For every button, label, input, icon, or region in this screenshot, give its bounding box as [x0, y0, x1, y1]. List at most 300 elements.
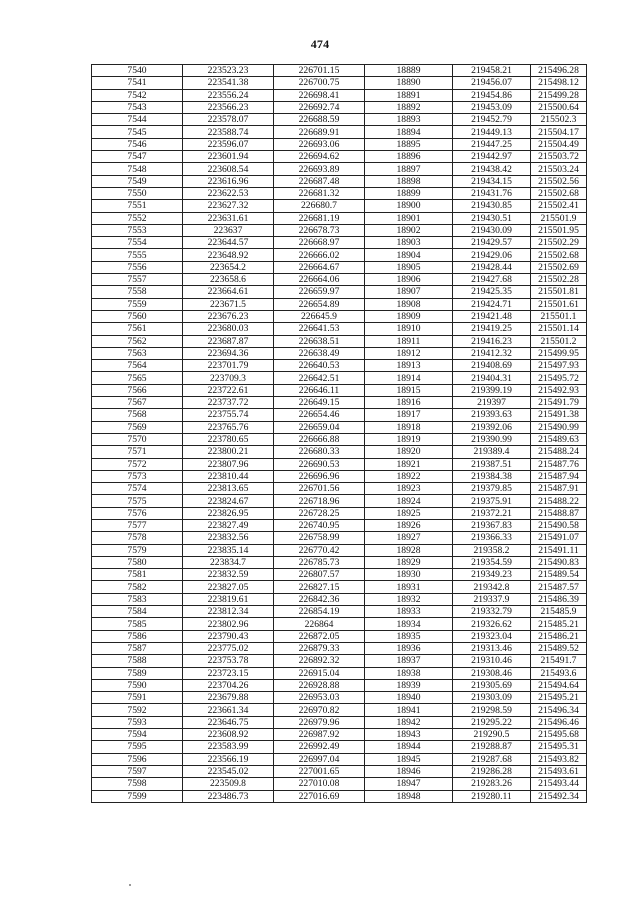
x-coordinate-a-cell: 223588.74	[183, 126, 274, 138]
point-number-b-cell: 18928	[365, 544, 453, 556]
point-number-a-cell: 7582	[92, 581, 183, 593]
x-coordinate-b-cell: 219280.11	[453, 790, 531, 802]
x-coordinate-b-cell: 219288.87	[453, 741, 531, 753]
x-coordinate-b-cell: 219290.5	[453, 729, 531, 741]
y-coordinate-a-cell: 226740.95	[274, 519, 365, 531]
point-number-b-cell: 18907	[365, 286, 453, 298]
x-coordinate-a-cell: 223737.72	[183, 397, 274, 409]
point-number-b-cell: 18920	[365, 446, 453, 458]
table-row	[92, 261, 587, 273]
point-number-a-cell: 7578	[92, 532, 183, 544]
x-coordinate-a-cell: 223807.96	[183, 458, 274, 470]
point-number-b-cell: 18930	[365, 569, 453, 581]
y-coordinate-b-cell: 215494.64	[531, 679, 587, 691]
y-coordinate-a-cell: 226872.05	[274, 630, 365, 642]
x-coordinate-a-cell: 223687.87	[183, 335, 274, 347]
y-coordinate-b-cell: 215493.82	[531, 753, 587, 765]
y-coordinate-b-cell: 215495.31	[531, 741, 587, 753]
x-coordinate-b-cell: 219372.21	[453, 507, 531, 519]
x-coordinate-a-cell: 223676.23	[183, 310, 274, 322]
y-coordinate-b-cell: 215502.68	[531, 249, 587, 261]
point-number-a-cell: 7564	[92, 360, 183, 372]
table-row	[92, 556, 587, 568]
table-row	[92, 606, 587, 618]
y-coordinate-b-cell: 215502.41	[531, 200, 587, 212]
x-coordinate-b-cell: 219295.22	[453, 716, 531, 728]
y-coordinate-a-cell: 226689.91	[274, 126, 365, 138]
point-number-a-cell: 7588	[92, 655, 183, 667]
table-row	[92, 200, 587, 212]
point-number-a-cell: 7573	[92, 470, 183, 482]
table-row	[92, 778, 587, 790]
x-coordinate-a-cell: 223622.53	[183, 187, 274, 199]
y-coordinate-b-cell: 215502.68	[531, 187, 587, 199]
x-coordinate-a-cell: 223832.56	[183, 532, 274, 544]
point-number-a-cell: 7580	[92, 556, 183, 568]
point-number-b-cell: 18915	[365, 384, 453, 396]
y-coordinate-a-cell: 227010.08	[274, 778, 365, 790]
x-coordinate-a-cell: 223608.92	[183, 729, 274, 741]
x-coordinate-a-cell: 223824.67	[183, 495, 274, 507]
x-coordinate-b-cell: 219287.68	[453, 753, 531, 765]
point-number-a-cell: 7548	[92, 163, 183, 175]
x-coordinate-b-cell: 219399.19	[453, 384, 531, 396]
y-coordinate-b-cell: 215491.7	[531, 655, 587, 667]
page-number: 474	[310, 37, 330, 51]
point-number-b-cell: 18916	[365, 397, 453, 409]
point-number-a-cell: 7567	[92, 397, 183, 409]
point-number-b-cell: 18931	[365, 581, 453, 593]
point-number-b-cell: 18899	[365, 187, 453, 199]
x-coordinate-b-cell: 219332.79	[453, 606, 531, 618]
point-number-a-cell: 7545	[92, 126, 183, 138]
x-coordinate-a-cell: 223827.05	[183, 581, 274, 593]
y-coordinate-a-cell: 226692.74	[274, 101, 365, 113]
x-coordinate-a-cell: 223654.2	[183, 261, 274, 273]
point-number-b-cell: 18891	[365, 89, 453, 101]
x-coordinate-a-cell: 223616.96	[183, 175, 274, 187]
x-coordinate-a-cell: 223790.43	[183, 630, 274, 642]
point-number-a-cell: 7542	[92, 89, 183, 101]
table-row	[92, 298, 587, 310]
table-row	[92, 667, 587, 679]
table-row	[92, 692, 587, 704]
y-coordinate-a-cell: 226827.15	[274, 581, 365, 593]
y-coordinate-b-cell: 215492.34	[531, 790, 587, 802]
point-number-b-cell: 18912	[365, 347, 453, 359]
y-coordinate-a-cell: 226641.53	[274, 323, 365, 335]
y-coordinate-b-cell: 215491.38	[531, 409, 587, 421]
x-coordinate-b-cell: 219303.09	[453, 692, 531, 704]
y-coordinate-a-cell: 226638.49	[274, 347, 365, 359]
point-number-a-cell: 7549	[92, 175, 183, 187]
y-coordinate-b-cell: 215501.2	[531, 335, 587, 347]
table-row	[92, 458, 587, 470]
y-coordinate-b-cell: 215485.9	[531, 606, 587, 618]
point-number-a-cell: 7568	[92, 409, 183, 421]
table-row	[92, 163, 587, 175]
y-coordinate-a-cell: 226892.32	[274, 655, 365, 667]
y-coordinate-a-cell: 226693.89	[274, 163, 365, 175]
table-row	[92, 65, 587, 77]
x-coordinate-a-cell: 223701.79	[183, 360, 274, 372]
point-number-b-cell: 18900	[365, 200, 453, 212]
x-coordinate-a-cell: 223680.03	[183, 323, 274, 335]
point-number-b-cell: 18894	[365, 126, 453, 138]
x-coordinate-b-cell: 219452.79	[453, 114, 531, 126]
x-coordinate-b-cell: 219430.85	[453, 200, 531, 212]
y-coordinate-a-cell: 226953.03	[274, 692, 365, 704]
y-coordinate-a-cell: 226659.04	[274, 421, 365, 433]
x-coordinate-b-cell: 219404.31	[453, 372, 531, 384]
point-number-b-cell: 18942	[365, 716, 453, 728]
y-coordinate-b-cell: 215488.24	[531, 446, 587, 458]
point-number-b-cell: 18897	[365, 163, 453, 175]
x-coordinate-a-cell: 223827.49	[183, 519, 274, 531]
x-coordinate-b-cell: 219298.59	[453, 704, 531, 716]
x-coordinate-a-cell: 223583.99	[183, 741, 274, 753]
y-coordinate-b-cell: 215493.6	[531, 667, 587, 679]
x-coordinate-a-cell: 223658.6	[183, 274, 274, 286]
y-coordinate-a-cell: 226638.51	[274, 335, 365, 347]
table-row	[92, 212, 587, 224]
y-coordinate-b-cell: 215488.22	[531, 495, 587, 507]
point-number-a-cell: 7579	[92, 544, 183, 556]
y-coordinate-b-cell: 215485.21	[531, 618, 587, 630]
point-number-a-cell: 7554	[92, 237, 183, 249]
point-number-b-cell: 18903	[365, 237, 453, 249]
table-row	[92, 138, 587, 150]
point-number-a-cell: 7558	[92, 286, 183, 298]
y-coordinate-a-cell: 226680.7	[274, 200, 365, 212]
y-coordinate-a-cell: 226640.53	[274, 360, 365, 372]
point-number-a-cell: 7559	[92, 298, 183, 310]
x-coordinate-b-cell: 219424.71	[453, 298, 531, 310]
point-number-b-cell: 18929	[365, 556, 453, 568]
point-number-b-cell: 18934	[365, 618, 453, 630]
point-number-a-cell: 7597	[92, 765, 183, 777]
point-number-b-cell: 18938	[365, 667, 453, 679]
y-coordinate-a-cell: 226680.33	[274, 446, 365, 458]
point-number-a-cell: 7566	[92, 384, 183, 396]
y-coordinate-a-cell: 226979.96	[274, 716, 365, 728]
point-number-b-cell: 18902	[365, 224, 453, 236]
y-coordinate-b-cell: 215493.61	[531, 765, 587, 777]
table-row	[92, 249, 587, 261]
point-number-a-cell: 7561	[92, 323, 183, 335]
y-coordinate-b-cell: 215493.44	[531, 778, 587, 790]
point-number-a-cell: 7584	[92, 606, 183, 618]
point-number-b-cell: 18921	[365, 458, 453, 470]
y-coordinate-b-cell: 215489.63	[531, 433, 587, 445]
table-row	[92, 470, 587, 482]
x-coordinate-a-cell: 223523.23	[183, 65, 274, 77]
x-coordinate-a-cell: 223832.59	[183, 569, 274, 581]
point-number-b-cell: 18892	[365, 101, 453, 113]
point-number-b-cell: 18893	[365, 114, 453, 126]
y-coordinate-b-cell: 215487.57	[531, 581, 587, 593]
x-coordinate-b-cell: 219442.97	[453, 151, 531, 163]
y-coordinate-a-cell: 226879.33	[274, 642, 365, 654]
point-number-a-cell: 7596	[92, 753, 183, 765]
y-coordinate-b-cell: 215499.28	[531, 89, 587, 101]
y-coordinate-b-cell: 215486.39	[531, 593, 587, 605]
x-coordinate-b-cell: 219430.09	[453, 224, 531, 236]
x-coordinate-b-cell: 219387.51	[453, 458, 531, 470]
x-coordinate-a-cell: 223627.32	[183, 200, 274, 212]
x-coordinate-a-cell: 223679.88	[183, 692, 274, 704]
point-number-a-cell: 7581	[92, 569, 183, 581]
point-number-b-cell: 18924	[365, 495, 453, 507]
coordinates-table-body	[92, 65, 587, 803]
x-coordinate-a-cell: 223671.5	[183, 298, 274, 310]
table-row	[92, 630, 587, 642]
point-number-b-cell: 18898	[365, 175, 453, 187]
y-coordinate-b-cell: 215501.1	[531, 310, 587, 322]
table-row	[92, 433, 587, 445]
y-coordinate-b-cell: 215502.29	[531, 237, 587, 249]
point-number-b-cell: 18906	[365, 274, 453, 286]
point-number-b-cell: 18908	[365, 298, 453, 310]
y-coordinate-a-cell: 226681.19	[274, 212, 365, 224]
x-coordinate-a-cell: 223704.26	[183, 679, 274, 691]
y-coordinate-b-cell: 215492.93	[531, 384, 587, 396]
point-number-b-cell: 18946	[365, 765, 453, 777]
y-coordinate-a-cell: 226728.25	[274, 507, 365, 519]
y-coordinate-b-cell: 215496.34	[531, 704, 587, 716]
y-coordinate-a-cell: 226690.53	[274, 458, 365, 470]
x-coordinate-a-cell: 223800.21	[183, 446, 274, 458]
x-coordinate-a-cell: 223631.61	[183, 212, 274, 224]
y-coordinate-a-cell: 226992.49	[274, 741, 365, 753]
y-coordinate-b-cell: 215498.12	[531, 77, 587, 89]
y-coordinate-b-cell: 215491.79	[531, 397, 587, 409]
y-coordinate-a-cell: 226785.73	[274, 556, 365, 568]
x-coordinate-a-cell: 223826.95	[183, 507, 274, 519]
y-coordinate-b-cell: 215489.54	[531, 569, 587, 581]
point-number-b-cell: 18905	[365, 261, 453, 273]
y-coordinate-a-cell: 226666.88	[274, 433, 365, 445]
table-row	[92, 581, 587, 593]
point-number-a-cell: 7598	[92, 778, 183, 790]
table-row	[92, 593, 587, 605]
y-coordinate-b-cell: 215503.72	[531, 151, 587, 163]
point-number-b-cell: 18904	[365, 249, 453, 261]
x-coordinate-b-cell: 219458.21	[453, 65, 531, 77]
y-coordinate-a-cell: 226701.56	[274, 483, 365, 495]
table-row	[92, 507, 587, 519]
x-coordinate-a-cell: 223596.07	[183, 138, 274, 150]
y-coordinate-a-cell: 226770.42	[274, 544, 365, 556]
y-coordinate-a-cell: 226915.04	[274, 667, 365, 679]
y-coordinate-a-cell: 226758.99	[274, 532, 365, 544]
point-number-b-cell: 18919	[365, 433, 453, 445]
point-number-a-cell: 7552	[92, 212, 183, 224]
x-coordinate-a-cell: 223810.44	[183, 470, 274, 482]
point-number-a-cell: 7562	[92, 335, 183, 347]
point-number-a-cell: 7546	[92, 138, 183, 150]
x-coordinate-a-cell: 223541.38	[183, 77, 274, 89]
x-coordinate-b-cell: 219454.86	[453, 89, 531, 101]
point-number-a-cell: 7540	[92, 65, 183, 77]
table-row	[92, 483, 587, 495]
x-coordinate-b-cell: 219367.83	[453, 519, 531, 531]
y-coordinate-a-cell: 226807.57	[274, 569, 365, 581]
x-coordinate-a-cell: 223608.54	[183, 163, 274, 175]
y-coordinate-b-cell: 215497.93	[531, 360, 587, 372]
point-number-a-cell: 7591	[92, 692, 183, 704]
y-coordinate-a-cell: 226693.06	[274, 138, 365, 150]
y-coordinate-a-cell: 226696.96	[274, 470, 365, 482]
x-coordinate-b-cell: 219286.28	[453, 765, 531, 777]
x-coordinate-a-cell: 223813.65	[183, 483, 274, 495]
table-row	[92, 421, 587, 433]
y-coordinate-a-cell: 226701.15	[274, 65, 365, 77]
point-number-a-cell: 7575	[92, 495, 183, 507]
x-coordinate-a-cell: 223755.74	[183, 409, 274, 421]
x-coordinate-b-cell: 219384.38	[453, 470, 531, 482]
y-coordinate-b-cell: 215490.83	[531, 556, 587, 568]
table-row	[92, 360, 587, 372]
y-coordinate-a-cell: 226694.62	[274, 151, 365, 163]
table-row	[92, 151, 587, 163]
y-coordinate-a-cell: 226664.06	[274, 274, 365, 286]
y-coordinate-b-cell: 215495.21	[531, 692, 587, 704]
point-number-a-cell: 7599	[92, 790, 183, 802]
y-coordinate-b-cell: 215491.07	[531, 532, 587, 544]
y-coordinate-b-cell: 215487.91	[531, 483, 587, 495]
x-coordinate-a-cell: 223694.36	[183, 347, 274, 359]
point-number-a-cell: 7550	[92, 187, 183, 199]
x-coordinate-b-cell: 219447.25	[453, 138, 531, 150]
table-row	[92, 569, 587, 581]
point-number-b-cell: 18925	[365, 507, 453, 519]
y-coordinate-b-cell: 215501.14	[531, 323, 587, 335]
point-number-b-cell: 18932	[365, 593, 453, 605]
table-row	[92, 544, 587, 556]
point-number-b-cell: 18944	[365, 741, 453, 753]
point-number-b-cell: 18913	[365, 360, 453, 372]
table-row	[92, 729, 587, 741]
point-number-b-cell: 18914	[365, 372, 453, 384]
x-coordinate-a-cell: 223802.96	[183, 618, 274, 630]
y-coordinate-a-cell: 226666.02	[274, 249, 365, 261]
y-coordinate-a-cell: 226987.92	[274, 729, 365, 741]
point-number-a-cell: 7543	[92, 101, 183, 113]
point-number-a-cell: 7570	[92, 433, 183, 445]
point-number-b-cell: 18889	[365, 65, 453, 77]
x-coordinate-b-cell: 219390.99	[453, 433, 531, 445]
y-coordinate-a-cell: 226688.59	[274, 114, 365, 126]
x-coordinate-b-cell: 219425.35	[453, 286, 531, 298]
point-number-a-cell: 7594	[92, 729, 183, 741]
x-coordinate-a-cell: 223566.19	[183, 753, 274, 765]
table-row	[92, 642, 587, 654]
y-coordinate-a-cell: 226659.97	[274, 286, 365, 298]
point-number-a-cell: 7555	[92, 249, 183, 261]
y-coordinate-a-cell: 226854.19	[274, 606, 365, 618]
x-coordinate-b-cell: 219379.85	[453, 483, 531, 495]
x-coordinate-a-cell: 223753.78	[183, 655, 274, 667]
point-number-a-cell: 7595	[92, 741, 183, 753]
x-coordinate-b-cell: 219310.46	[453, 655, 531, 667]
point-number-b-cell: 18911	[365, 335, 453, 347]
x-coordinate-a-cell: 223566.23	[183, 101, 274, 113]
y-coordinate-b-cell: 215501.9	[531, 212, 587, 224]
point-number-a-cell: 7587	[92, 642, 183, 654]
y-coordinate-a-cell: 226664.67	[274, 261, 365, 273]
y-coordinate-b-cell: 215490.58	[531, 519, 587, 531]
point-number-b-cell: 18896	[365, 151, 453, 163]
point-number-b-cell: 18947	[365, 778, 453, 790]
point-number-b-cell: 18948	[365, 790, 453, 802]
point-number-a-cell: 7592	[92, 704, 183, 716]
y-coordinate-b-cell: 215496.28	[531, 65, 587, 77]
y-coordinate-b-cell: 215499.95	[531, 347, 587, 359]
point-number-a-cell: 7565	[92, 372, 183, 384]
x-coordinate-a-cell: 223775.02	[183, 642, 274, 654]
x-coordinate-b-cell: 219456.07	[453, 77, 531, 89]
y-coordinate-a-cell: 227016.69	[274, 790, 365, 802]
x-coordinate-b-cell: 219428.44	[453, 261, 531, 273]
x-coordinate-a-cell: 223648.92	[183, 249, 274, 261]
point-number-b-cell: 18945	[365, 753, 453, 765]
point-number-a-cell: 7556	[92, 261, 183, 273]
table-row	[92, 89, 587, 101]
table-row	[92, 519, 587, 531]
table-row	[92, 224, 587, 236]
x-coordinate-b-cell: 219389.4	[453, 446, 531, 458]
table-row	[92, 323, 587, 335]
y-coordinate-b-cell: 215487.76	[531, 458, 587, 470]
y-coordinate-a-cell: 226649.15	[274, 397, 365, 409]
x-coordinate-a-cell: 223780.65	[183, 433, 274, 445]
point-number-b-cell: 18917	[365, 409, 453, 421]
x-coordinate-b-cell: 219313.46	[453, 642, 531, 654]
table-row	[92, 679, 587, 691]
x-coordinate-b-cell: 219397	[453, 397, 531, 409]
y-coordinate-a-cell: 226654.46	[274, 409, 365, 421]
point-number-b-cell: 18890	[365, 77, 453, 89]
x-coordinate-a-cell: 223644.57	[183, 237, 274, 249]
table-row	[92, 237, 587, 249]
y-coordinate-b-cell: 215495.72	[531, 372, 587, 384]
x-coordinate-b-cell: 219438.42	[453, 163, 531, 175]
x-coordinate-a-cell: 223509.8	[183, 778, 274, 790]
y-coordinate-a-cell: 226681.32	[274, 187, 365, 199]
point-number-a-cell: 7585	[92, 618, 183, 630]
y-coordinate-b-cell: 215487.94	[531, 470, 587, 482]
y-coordinate-b-cell: 215501.95	[531, 224, 587, 236]
x-coordinate-b-cell: 219419.25	[453, 323, 531, 335]
y-coordinate-b-cell: 215500.64	[531, 101, 587, 113]
x-coordinate-b-cell: 219358.2	[453, 544, 531, 556]
y-coordinate-b-cell: 215502.28	[531, 274, 587, 286]
point-number-a-cell: 7551	[92, 200, 183, 212]
table-row	[92, 384, 587, 396]
point-number-b-cell: 18940	[365, 692, 453, 704]
coordinates-table	[91, 64, 587, 803]
point-number-a-cell: 7583	[92, 593, 183, 605]
y-coordinate-b-cell: 215504.17	[531, 126, 587, 138]
x-coordinate-a-cell: 223578.07	[183, 114, 274, 126]
point-number-b-cell: 18918	[365, 421, 453, 433]
point-number-b-cell: 18927	[365, 532, 453, 544]
y-coordinate-a-cell: 226698.41	[274, 89, 365, 101]
table-row	[92, 101, 587, 113]
x-coordinate-b-cell: 219375.91	[453, 495, 531, 507]
table-row	[92, 753, 587, 765]
